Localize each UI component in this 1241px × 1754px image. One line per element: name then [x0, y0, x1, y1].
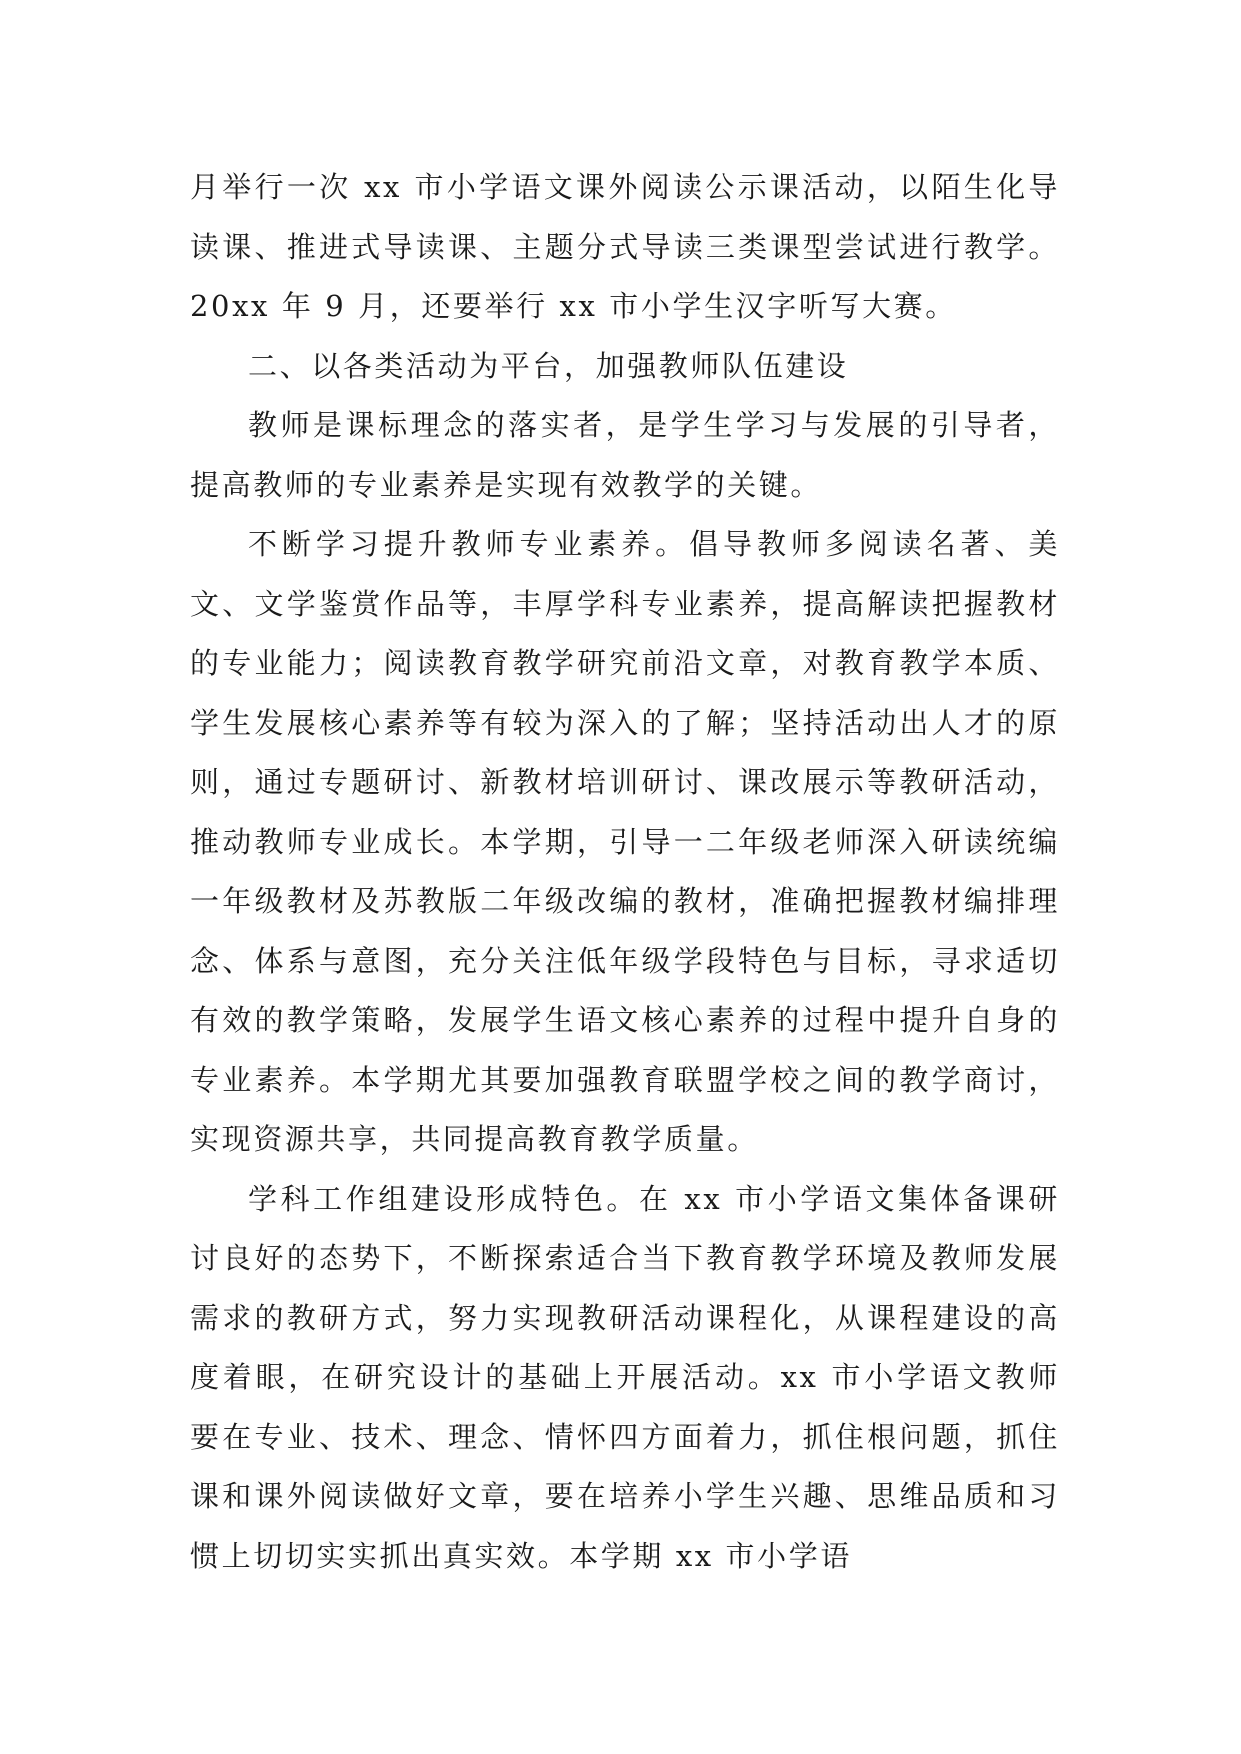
- document-body: [190, 158, 1060, 1586]
- paragraph-subject-group: 学科工作组建设形成特色。在 xx 市小学语文集体备课研讨良好的态势下，不断探索适合当下教育教学环境及教师发展需求的教研方式，努力实现教研活动课程化，从课程建设的高度着眼，在研究设计的基础上开展活动。xx 市小学语文教师要在专业、技术、理念、情怀四方面着力，抓住根问题，抓住课和课外阅读做好文章，要在培养小学生兴趣、思维品质和习惯上切切实实抓出真实效。本学期 xx 市小学语: [190, 1181, 1060, 1573]
- paragraph-continuation: 月举行一次 xx 市小学语文课外阅读公示课活动，以陌生化导读课、推进式导读课、主题分式导读三类课型尝试进行教学。20xx 年 9 月，还要举行 xx 市小学生汉字听写大赛。: [190, 170, 1060, 323]
- section-heading: 二、以各类活动为平台，加强教师队伍建设: [248, 348, 849, 383]
- paragraph-intro: 教师是课标理念的落实者，是学生学习与发展的引导者，提高教师的专业素养是实现有效教学的关键。: [190, 408, 1060, 502]
- paragraph-professional-development: 不断学习提升教师专业素养。倡导教师多阅读名著、美文、文学鉴赏作品等，丰厚学科专业素养，提高解读把握教材的专业能力；阅读教育教学研究前沿文章，对教育教学本质、学生发展核心素养等有较为深入的了解；坚持活动出人才的原则，通过专题研讨、新教材培训研讨、课改展示等教研活动，推动教师专业成长。本学期，引导一二年级老师深入研读统编一年级教材及苏教版二年级改编的教材，准确把握教材编排理念、体系与意图，充分关注低年级学段特色与目标，寻求适切有效的教学策略，发展学生语文核心素养的过程中提升自身的专业素养。本学期尤其要加强教育联盟学校之间的教学商讨，实现资源共享，共同提高教育教学质量。: [190, 527, 1060, 1156]
